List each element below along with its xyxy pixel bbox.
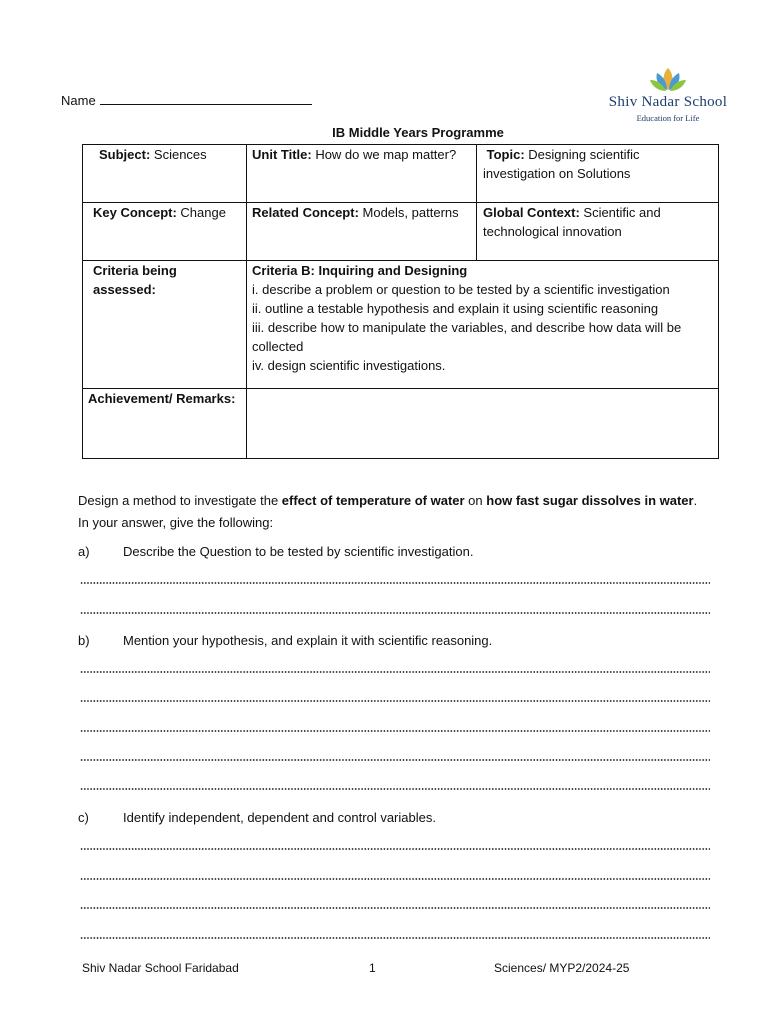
lotus-icon [648, 66, 688, 92]
topic-cell: Topic: Designing scientific investigation on Solutions [477, 145, 719, 203]
criteria-content-cell [247, 261, 719, 389]
achievement-remarks-cell[interactable] [247, 389, 719, 459]
question-text: Describe the Question to be tested by scientific investigation. [123, 544, 474, 559]
question-label: c) [78, 810, 89, 825]
question-c [78, 810, 436, 825]
name-blank-line[interactable] [100, 92, 312, 105]
answer-line[interactable] [80, 757, 710, 763]
criteria-item: ii. outline a testable hypothesis and explain it using scientific reasoning [252, 301, 659, 316]
footer-school: Shiv Nadar School Faridabad [82, 961, 239, 975]
answer-line[interactable] [80, 610, 710, 616]
answer-line[interactable] [80, 669, 710, 675]
question-label: b) [78, 633, 90, 648]
answer-line[interactable] [80, 786, 710, 792]
logo-school-name: Shiv Nadar School [608, 94, 728, 110]
subject-cell: Subject: Sciences [83, 145, 247, 203]
page-number: 1 [369, 961, 376, 975]
answer-line[interactable] [80, 905, 710, 911]
related-concept-cell: Related Concept: Models, patterns [247, 203, 477, 261]
global-context-cell: Global Context: Scientific and technological innovation [477, 203, 719, 261]
name-label: Name [61, 93, 96, 108]
criteria-item: i. describe a problem or question to be tested by a scientific investigation [252, 282, 670, 297]
programme-title: IB Middle Years Programme [332, 125, 504, 140]
name-field[interactable] [61, 92, 312, 108]
answer-line[interactable] [80, 846, 710, 852]
criteria-title: Criteria B: Inquiring and Designing [252, 263, 468, 278]
answer-line[interactable] [80, 698, 710, 704]
criteria-item: iii. describe how to manipulate the variables, and describe how data will be collected [252, 320, 682, 354]
question-text: Identify independent, dependent and control variables. [123, 810, 436, 825]
answer-line[interactable] [80, 728, 710, 734]
footer-course: Sciences/ MYP2/2024-25 [494, 961, 630, 975]
criteria-item: iv. design scientific investigations. [252, 358, 446, 373]
criteria-label-cell: Criteria being assessed: [83, 261, 247, 389]
task-prompt: Design a method to investigate the effect of temperature of water on how fast sugar dissolves in water. In your answer, give the following: [78, 493, 698, 530]
key-concept-cell: Key Concept: Change [83, 203, 247, 261]
question-label: a) [78, 544, 90, 559]
logo-tagline: Education for Life [636, 113, 700, 123]
answer-line[interactable] [80, 935, 710, 941]
question-a [78, 544, 473, 559]
assessment-info-table [82, 144, 719, 459]
answer-line[interactable] [80, 580, 710, 586]
question-b [78, 633, 492, 648]
answer-line[interactable] [80, 876, 710, 882]
unit-title-cell: Unit Title: How do we map matter? [247, 145, 477, 203]
question-text: Mention your hypothesis, and explain it with scientific reasoning. [123, 633, 493, 648]
achievement-label-cell: Achievement/ Remarks: [83, 389, 247, 459]
